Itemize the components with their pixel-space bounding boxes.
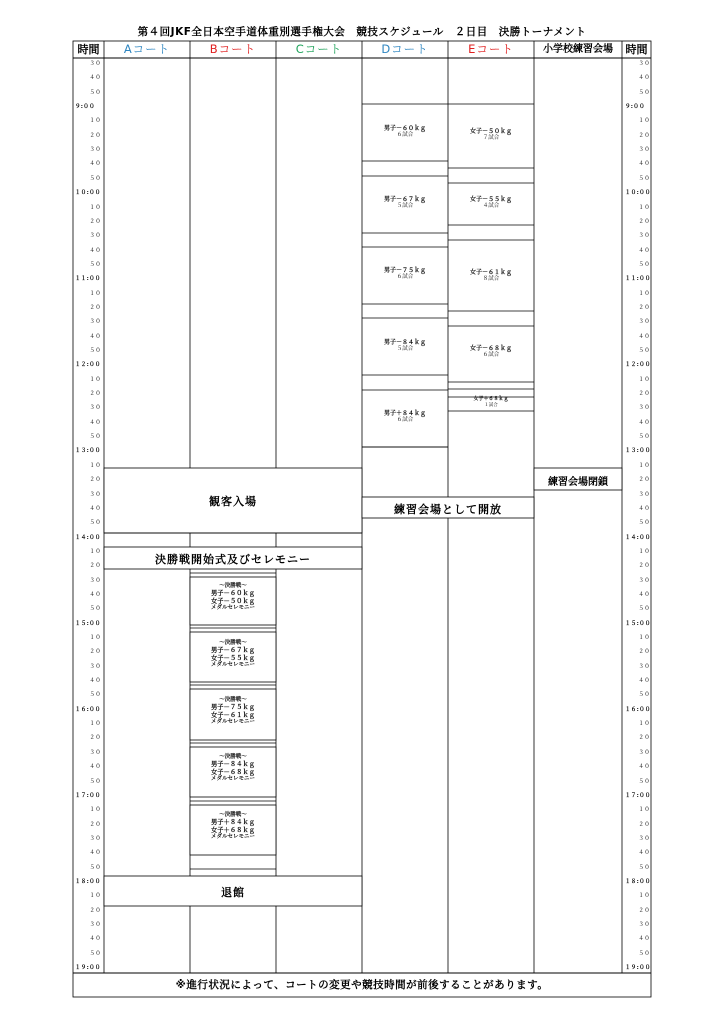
final-women: 女子－６１ｋｇ	[210, 711, 256, 719]
time-tick: ４０	[89, 678, 101, 685]
time-tick: ２０	[638, 907, 650, 914]
time-tick: ５０	[638, 520, 650, 527]
header-court-b: Bコート	[209, 42, 257, 56]
time-tick: ３０	[638, 61, 650, 67]
time-tick: １０	[638, 290, 650, 297]
time-tick: ４０	[89, 764, 101, 771]
court-d-match	[362, 410, 448, 424]
medal-ceremony: メダルセレモニー	[210, 604, 255, 611]
final-women: 女子－５５ｋｇ	[210, 654, 256, 662]
time-tick: ４０	[638, 333, 650, 340]
time-tick: １０	[638, 807, 650, 814]
court-d-match	[362, 339, 448, 353]
time-tick: ５０	[638, 864, 650, 871]
header-time-left: 時間	[77, 43, 100, 56]
time-tick: １０:００	[625, 190, 651, 197]
time-tick: ３０	[638, 922, 650, 928]
time-tick: ４０	[638, 936, 650, 943]
time-tick: ５０	[89, 950, 101, 957]
time-tick: ５０	[89, 520, 101, 527]
court-d-match	[362, 267, 448, 281]
time-tick: ２０	[89, 477, 101, 484]
time-tick: ５０	[89, 606, 101, 613]
final-block	[190, 754, 276, 783]
time-tick: １９:００	[75, 965, 101, 972]
header-court-e: Eコート	[468, 42, 514, 56]
time-tick: １０	[89, 635, 101, 641]
time-tick: １８:００	[75, 878, 101, 885]
time-tick: ３０	[89, 491, 101, 498]
time-tick: ２０	[89, 735, 101, 742]
match-category: 女子－５０ｋｇ	[469, 128, 512, 135]
opening-ceremony: 決勝戦開始式及びセレモニー	[155, 553, 311, 566]
time-tick: ５０	[638, 692, 650, 699]
time-tick: ５０	[89, 348, 101, 354]
time-tick: ４０	[638, 419, 650, 426]
time-tick: ２０	[638, 132, 650, 139]
time-tick: １４:００	[625, 534, 651, 541]
time-tick: １０	[638, 204, 650, 211]
time-tick: １０	[638, 721, 650, 728]
match-category: 男子＋８４ｋｇ	[383, 410, 426, 417]
match-category: 男子－６０ｋｇ	[383, 125, 426, 132]
time-tick: ４０	[638, 505, 650, 512]
time-tick: ３０	[638, 491, 650, 498]
final-men: 男子－８４ｋｇ	[210, 761, 256, 769]
time-tick: １７:００	[75, 792, 101, 799]
time-tick: ５０	[638, 950, 650, 957]
spectator-entry: 観客入場	[209, 495, 257, 508]
venue-closing: 退館	[221, 886, 245, 899]
time-tick: ５０	[89, 175, 101, 182]
time-tick: ４０	[89, 333, 101, 340]
time-tick: ３０	[89, 749, 101, 756]
time-tick: ４０	[638, 247, 650, 254]
court-e-match	[448, 128, 534, 142]
time-tick: ５０	[89, 261, 101, 268]
final-women: 女子－５０ｋｇ	[210, 597, 256, 605]
match-category: 男子－７５ｋｇ	[383, 267, 426, 274]
time-tick: １０	[89, 721, 101, 728]
header-court-c: Cコート	[295, 42, 343, 56]
time-tick: １０	[638, 376, 650, 383]
match-count: １試合	[484, 402, 498, 408]
final-heading: ～決勝戦～	[219, 583, 247, 589]
match-count: ７試合	[482, 135, 500, 141]
time-tick: １０	[89, 893, 101, 900]
match-count: ６試合	[396, 274, 414, 280]
time-tick: ４０	[89, 505, 101, 512]
time-tick: １０	[89, 204, 101, 211]
court-e-match	[448, 397, 534, 408]
match-category: 男子－８４ｋｇ	[383, 339, 426, 346]
time-tick: ３０	[89, 922, 101, 928]
time-tick: ５０	[638, 89, 650, 96]
time-tick: ５０	[638, 261, 650, 268]
match-count: ５試合	[396, 203, 414, 209]
time-tick: １６:００	[75, 706, 101, 713]
header-court-d: Dコート	[381, 42, 429, 56]
time-tick: ２０	[89, 132, 101, 139]
court-e-match	[448, 345, 534, 359]
time-tick: １０	[89, 118, 101, 125]
time-tick: ２０	[89, 563, 101, 570]
time-tick: １１:００	[625, 276, 651, 283]
match-count: ４試合	[482, 203, 500, 209]
time-tick: ２０	[638, 735, 650, 742]
time-tick: ２０	[638, 649, 650, 656]
time-tick: ２０	[89, 304, 101, 311]
time-tick: ５０	[638, 606, 650, 613]
time-tick: ４０	[638, 161, 650, 168]
time-tick: ２０	[89, 649, 101, 656]
time-tick: ３０	[638, 405, 650, 412]
time-tick: ３０	[89, 233, 101, 240]
time-tick: １０	[638, 635, 650, 641]
page-title: 第４回JKF全日本空手道体重別選手権大会 競技スケジュール ２日目 決勝トーナメント	[137, 26, 587, 38]
match-count: ６試合	[482, 352, 500, 358]
time-tick: ５０	[638, 175, 650, 182]
time-tick: ５０	[89, 692, 101, 699]
time-tick: １５:００	[625, 620, 651, 627]
match-count: ８試合	[482, 276, 500, 282]
time-tick: ５０	[638, 778, 650, 785]
footnote: ※進行状況によって、コートの変更や競技時間が前後することがあります。	[175, 979, 549, 991]
time-tick: ４０	[89, 850, 101, 857]
time-tick: ３０	[89, 147, 101, 154]
time-tick: ３０	[638, 233, 650, 240]
time-tick: ３０	[638, 749, 650, 756]
match-category: 男子－６７ｋｇ	[383, 196, 426, 203]
medal-ceremony: メダルセレモニー	[210, 718, 255, 725]
time-tick: ３０	[638, 319, 650, 326]
time-tick: ３０	[89, 405, 101, 412]
time-tick: ５０	[638, 434, 650, 441]
time-tick: １０	[89, 376, 101, 383]
header-practice-venue: 小学校練習会場	[543, 44, 613, 55]
time-tick: ３０	[638, 577, 650, 584]
final-men: 男子－７５ｋｇ	[210, 704, 256, 712]
match-count: ５試合	[396, 346, 414, 352]
time-tick: ４０	[89, 161, 101, 168]
match-category: 女子－６８ｋｇ	[469, 345, 512, 352]
time-tick: １０	[89, 548, 101, 555]
time-tick: １２:００	[625, 362, 651, 369]
time-tick: １０	[89, 807, 101, 814]
time-tick: ５０	[89, 864, 101, 871]
match-category: 女子＋６８ｋｇ	[473, 396, 509, 402]
time-tick: ２０	[89, 821, 101, 828]
final-heading: ～決勝戦～	[219, 640, 247, 646]
time-tick: ４０	[638, 764, 650, 771]
time-tick: １１:００	[75, 276, 101, 283]
court-e-match	[448, 269, 534, 283]
final-women: 女子－６８ｋｇ	[210, 768, 256, 776]
time-tick: １４:００	[75, 534, 101, 541]
time-tick: １２:００	[75, 362, 101, 369]
time-tick: ３０	[89, 319, 101, 326]
time-tick: ３０	[638, 663, 650, 670]
time-tick: １０	[89, 290, 101, 297]
medal-ceremony: メダルセレモニー	[210, 833, 255, 840]
time-tick: ３０	[638, 147, 650, 154]
time-tick: ４０	[638, 591, 650, 598]
time-tick: ２０	[638, 304, 650, 311]
final-block	[190, 583, 276, 612]
time-tick: １９:００	[625, 965, 651, 972]
match-category: 女子－６１ｋｇ	[469, 269, 512, 276]
final-block	[190, 697, 276, 726]
final-heading: ～決勝戦～	[219, 812, 247, 818]
final-block	[190, 640, 276, 669]
time-tick: ４０	[89, 75, 101, 82]
final-heading: ～決勝戦～	[219, 754, 247, 760]
time-tick: ２０	[638, 218, 650, 225]
time-tick: ５０	[89, 778, 101, 785]
time-tick: １８:００	[625, 878, 651, 885]
time-tick: １０	[89, 462, 101, 469]
time-tick: ５０	[89, 434, 101, 441]
final-women: 女子＋６８ｋｇ	[210, 826, 256, 834]
final-men: 男子－６０ｋｇ	[210, 590, 256, 598]
time-tick: ３０	[89, 663, 101, 670]
final-men: 男子＋８４ｋｇ	[210, 819, 256, 827]
time-tick: ５０	[89, 89, 101, 96]
time-tick: ９:００	[75, 104, 95, 111]
time-tick: ４０	[638, 678, 650, 685]
practice-venue-closed: 練習会場閉鎖	[548, 477, 608, 488]
time-tick: １６:００	[625, 706, 651, 713]
medal-ceremony: メダルセレモニー	[210, 775, 255, 782]
time-tick: ２０	[638, 391, 650, 398]
time-tick: ４０	[638, 75, 650, 82]
time-tick: ２０	[89, 907, 101, 914]
time-tick: １０	[638, 118, 650, 125]
time-tick: ３０	[638, 835, 650, 842]
time-tick: １５:００	[75, 620, 101, 627]
time-tick: １３:００	[75, 448, 101, 455]
match-category: 女子－５５ｋｇ	[469, 196, 512, 203]
time-tick: ２０	[638, 563, 650, 570]
header-time-right: 時間	[625, 43, 648, 56]
match-count: ６試合	[396, 417, 414, 423]
time-tick: ４０	[89, 936, 101, 943]
time-tick: ２０	[89, 391, 101, 398]
practice-venue-open: 練習会場として開放	[394, 503, 502, 516]
time-tick: ４０	[89, 419, 101, 426]
final-men: 男子－６７ｋｇ	[210, 647, 256, 655]
time-tick: １０:００	[75, 190, 101, 197]
time-tick: ２０	[638, 821, 650, 828]
time-tick: ４０	[89, 591, 101, 598]
time-tick: １０	[638, 462, 650, 469]
header-court-a: Aコート	[123, 42, 171, 56]
time-tick: １３:００	[625, 448, 651, 455]
time-tick: １０	[638, 893, 650, 900]
time-tick: ２０	[89, 218, 101, 225]
time-tick: １７:００	[625, 792, 651, 799]
time-tick: ３０	[89, 577, 101, 584]
time-tick: ２０	[638, 477, 650, 484]
time-tick: ３０	[89, 835, 101, 842]
time-tick: ３０	[89, 61, 101, 67]
time-tick: ９:００	[625, 104, 645, 111]
time-tick: １０	[638, 548, 650, 555]
court-d-match	[362, 125, 448, 139]
time-tick: ５０	[638, 348, 650, 354]
match-count: ６試合	[396, 132, 414, 138]
court-e-match	[448, 196, 534, 210]
final-block	[190, 812, 276, 841]
court-d-match	[362, 196, 448, 210]
medal-ceremony: メダルセレモニー	[210, 661, 255, 668]
time-tick: ４０	[89, 247, 101, 254]
time-tick: ４０	[638, 850, 650, 857]
final-heading: ～決勝戦～	[219, 697, 247, 703]
